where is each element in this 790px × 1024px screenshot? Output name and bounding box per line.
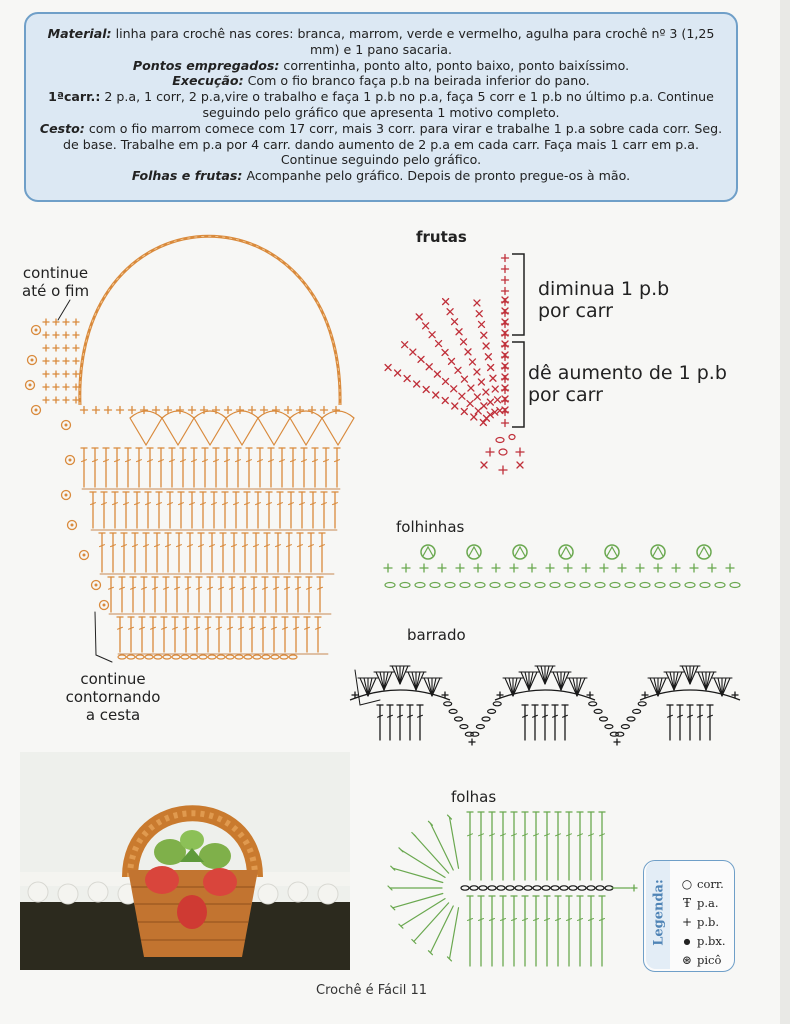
folhinhas-chain — [505, 583, 515, 588]
barrado-chain — [605, 725, 613, 729]
folhinhas-chain — [610, 583, 620, 588]
legend-title-bar — [646, 861, 670, 969]
basket-lace — [226, 418, 242, 445]
barrado-fan-spike — [650, 678, 658, 696]
folhinha-icon-detail — [515, 547, 525, 556]
barrado-fan-spike — [384, 672, 392, 690]
basket-picot-center — [95, 584, 98, 587]
folhas-chain — [533, 886, 541, 890]
basket-lace-arch — [290, 411, 322, 418]
pa-icon: Ŧ — [682, 896, 691, 910]
barrado-fan-spike — [400, 666, 408, 684]
folhas-chain — [524, 886, 532, 890]
execucao-label: Execução: — [172, 73, 244, 89]
folhinhas-chain — [400, 583, 410, 588]
folhas-end-ray — [414, 834, 449, 873]
folhinha-icon-detail — [469, 547, 479, 556]
folhinhas-chain — [385, 583, 395, 588]
barrado-chain — [621, 725, 629, 729]
barrado-chain — [460, 725, 468, 729]
barrado-chain — [493, 702, 501, 706]
folhas-end-ray — [449, 908, 458, 959]
barrado-chain — [600, 717, 608, 721]
barrado-arch — [495, 690, 595, 700]
basket-chain — [172, 655, 180, 659]
barrado-edge — [355, 670, 360, 705]
barrado-chain — [638, 702, 646, 706]
folhas-end-ray — [393, 894, 443, 908]
barrado-fan-spike — [561, 672, 569, 690]
pico-icon: ⊛ — [681, 953, 693, 967]
barrado-fan-spike — [690, 666, 698, 684]
folhas-chain — [596, 886, 604, 890]
continue-fim-label — [22, 264, 89, 300]
basket-handle — [80, 236, 340, 405]
barrado-fan-spike — [722, 678, 730, 696]
folhinhas-chain — [415, 583, 425, 588]
diminua-label — [538, 278, 669, 322]
basket-picot-center — [65, 424, 68, 427]
basket-picot-center — [65, 494, 68, 497]
barrado-chain — [476, 725, 484, 729]
contornando-line-3: a cesta — [85, 706, 141, 724]
folhinhas-chain — [595, 583, 605, 588]
barrado-fan-spike — [432, 678, 440, 696]
folhas-end-tip — [428, 821, 432, 825]
material-text: linha para crochê nas cores: branca, marrom, verde e vermelho, agulha para crochê nº 3 (1,25 mm) e 1 pano sacaria. — [115, 26, 715, 57]
basket-lace — [322, 418, 338, 445]
basket-lace — [338, 418, 354, 445]
folhas-end-ray — [401, 899, 445, 927]
diminua-line-2: por carr — [538, 300, 613, 322]
legend-item-pb — [680, 913, 726, 932]
basket-chain — [154, 655, 162, 659]
barrado-fan-spike — [392, 666, 400, 684]
basket-lace-arch — [226, 411, 258, 418]
folhas-chain — [515, 886, 523, 890]
barrado-fan-spike — [666, 672, 674, 690]
barrado-chain — [616, 732, 624, 736]
barrado-chain — [482, 717, 490, 721]
folhas-end-tip — [399, 848, 403, 852]
contornando-line-1: continue — [80, 670, 146, 688]
folhinhas-chain — [490, 583, 500, 588]
basket-chain — [271, 655, 279, 659]
legend-label-pb: p.b. — [697, 915, 720, 929]
basket-lace — [130, 418, 146, 445]
basket-lace — [146, 418, 162, 445]
diminua-bracket — [512, 254, 524, 335]
folhas-end-ray — [449, 817, 458, 868]
basket-lace-arch — [322, 411, 354, 418]
barrado-fan-spike — [505, 678, 513, 696]
pontos-text: correntinha, ponto alto, ponto baixo, ponto baixíssimo. — [283, 57, 630, 73]
folhinhas-chain — [565, 583, 575, 588]
barrado-chain — [488, 709, 496, 713]
execucao-text: Com o fio branco faça p.b na beirada inferior do pano. — [247, 73, 590, 89]
basket-lace — [210, 418, 226, 445]
basket-picot-center — [35, 409, 38, 412]
barrado-fan-spike — [376, 672, 384, 690]
fruit-chain — [496, 438, 504, 443]
basket-chain — [208, 655, 216, 659]
basket-chain — [262, 655, 270, 659]
pointer-arrow — [58, 300, 70, 320]
folhas-title: folhas — [451, 788, 497, 806]
basket-chain — [181, 655, 189, 659]
barrado-chain — [444, 702, 452, 706]
material-label: Material: — [47, 26, 112, 41]
basket-handle-detail — [80, 236, 340, 405]
barrado-fan-spike — [682, 666, 690, 684]
folhinha-icon-detail — [607, 547, 617, 556]
folhas-end-ray — [401, 850, 445, 878]
fruit-chain — [509, 435, 515, 440]
legend-items — [680, 875, 726, 970]
folhas-end-tip — [428, 951, 432, 955]
basket-chain — [244, 655, 252, 659]
folhinhas-title: folhinhas — [396, 518, 465, 536]
carr-label: 1ªcarr.: — [48, 89, 101, 105]
fruit-base-chain — [499, 449, 507, 455]
pontos-label: Pontos empregados: — [132, 57, 280, 73]
page-footer: Crochê é Fácil 11 — [316, 983, 428, 998]
pointer-arrow — [95, 612, 96, 655]
legend-item-pa — [680, 894, 726, 913]
basket-lace-arch — [258, 411, 290, 418]
basket-lace — [290, 418, 306, 445]
barrado-edge — [360, 700, 380, 705]
folhinha-icon-detail — [423, 547, 433, 556]
basket-chain — [199, 655, 207, 659]
basket-chain — [190, 655, 198, 659]
basket-picot-center — [83, 554, 86, 557]
barrado-arch — [350, 690, 450, 700]
folhinhas-chain — [685, 583, 695, 588]
basket-chain — [253, 655, 261, 659]
folhinhas-chain — [460, 583, 470, 588]
basket-chain — [235, 655, 243, 659]
aumento-line-1: dê aumento de 1 p.b — [528, 362, 727, 384]
barrado-title: barrado — [407, 626, 466, 644]
folhinhas-chain — [700, 583, 710, 588]
barrado-fan-spike — [529, 672, 537, 690]
barrado-fan-spike — [553, 672, 561, 690]
basket-lace — [242, 418, 258, 445]
basket-chain — [280, 655, 288, 659]
basket-lace — [194, 418, 210, 445]
aumento-label — [528, 362, 727, 406]
folhas-chain — [488, 886, 496, 890]
folhinhas-chain — [520, 583, 530, 588]
barrado-fan-spike — [706, 672, 714, 690]
folhinhas-chain — [535, 583, 545, 588]
folhas-chain — [479, 886, 487, 890]
folhinhas-chain — [715, 583, 725, 588]
basket-picot-center — [71, 524, 74, 527]
folhas-chain — [551, 886, 559, 890]
folhas-label: Folhas e frutas: — [131, 168, 243, 184]
folhinha-icon-detail — [699, 547, 709, 556]
basket-picot-center — [103, 604, 106, 607]
cesto-text: com o fio marrom comece com 17 corr, mais 3 corr. para virar e trabalhe 1 p.a sobre cada corr. Seg. de base. Trabalhe em p.a por 4 carr. dando aumento de 2 p.a em cada carr. Faça mais 1 carr em p.a. Continue seguindo pelo gráfico. — [63, 120, 723, 168]
carr-text: 2 p.a, 1 corr, 2 p.a,vire o trabalho e faça 1 p.b no p.a, faça 5 corr e 1 p.b no último p.a. Continue seguindo pelo gráfico que apresenta 1 motivo completo. — [104, 89, 714, 120]
folhas-chain — [569, 886, 577, 890]
basket-chain — [163, 655, 171, 659]
folhinhas-chain — [475, 583, 485, 588]
folhas-chain — [560, 886, 568, 890]
basket-chain — [118, 655, 126, 659]
continue-fim-line-2: até o fim — [22, 282, 90, 300]
barrado-chain — [627, 717, 635, 721]
basket-lace — [258, 418, 274, 445]
folhinhas-chain — [550, 583, 560, 588]
barrado-chain — [594, 709, 602, 713]
barrado-fan-spike — [674, 672, 682, 690]
folhas-chain — [578, 886, 586, 890]
legend-item-pico — [680, 951, 726, 970]
folhinhas-chain — [640, 583, 650, 588]
pointer-arrow — [96, 655, 112, 662]
diminua-line-1: diminua 1 p.b — [538, 278, 670, 300]
aumento-bracket — [512, 342, 524, 427]
barrado-chain — [455, 717, 463, 721]
basket-chain — [145, 655, 153, 659]
barrado-fan-spike — [408, 672, 416, 690]
folhas-end-ray — [414, 903, 449, 942]
continue-fim-line-1: continue — [22, 264, 89, 282]
basket-chain — [136, 655, 144, 659]
barrado-chain — [589, 702, 597, 706]
basket-chain — [217, 655, 225, 659]
folhas-chain — [461, 886, 469, 890]
barrado-fan-spike — [537, 666, 545, 684]
folhinhas-chain — [625, 583, 635, 588]
basket-lace — [306, 418, 322, 445]
folhas-chain — [542, 886, 550, 890]
barrado-fan-spike — [360, 678, 368, 696]
basket-lace — [274, 418, 290, 445]
folhas-end-ray — [430, 906, 453, 953]
barrado-chain — [471, 732, 479, 736]
folhinha-icon-detail — [561, 547, 571, 556]
contornando-line-2: contornando — [65, 688, 161, 706]
barrado-fan-spike — [416, 672, 424, 690]
basket-lace — [162, 418, 178, 445]
folhinhas-chain — [730, 583, 740, 588]
folhinhas-chain — [580, 583, 590, 588]
folhinha-icon-detail — [653, 547, 663, 556]
folhas-end-tip — [412, 832, 416, 836]
barrado-chain — [449, 709, 457, 713]
legend — [643, 860, 735, 972]
cesto-label: Cesto: — [39, 120, 85, 136]
basket-chain — [127, 655, 135, 659]
folhas-end-ray — [393, 868, 443, 882]
folhas-chain — [470, 886, 478, 890]
basket-lace-arch — [130, 411, 162, 418]
folhinhas-chain — [430, 583, 440, 588]
basket-lace-arch — [194, 411, 226, 418]
folhas-text: Acompanhe pelo gráfico. Depois de pronto pregue-os à mão. — [246, 168, 631, 184]
barrado-fan-spike — [698, 672, 706, 690]
folhinhas-chain — [445, 583, 455, 588]
folhinhas-chain — [670, 583, 680, 588]
pbx-icon: ● — [683, 937, 691, 946]
photo-illustration — [20, 752, 350, 970]
folhas-end-ray — [430, 823, 453, 870]
folhinhas-chain — [655, 583, 665, 588]
corr-icon: ○ — [681, 877, 693, 891]
folhas-chain — [506, 886, 514, 890]
basket-chain — [289, 655, 297, 659]
continue-contornando-label — [58, 670, 168, 724]
barrado-arch — [640, 690, 740, 700]
legend-label-pbx: p.bx. — [697, 934, 726, 948]
aumento-line-2: por carr — [528, 384, 603, 406]
basket-picot-center — [29, 384, 32, 387]
folhas-chain — [497, 886, 505, 890]
folhas-chain — [587, 886, 595, 890]
basket-picot-center — [69, 459, 72, 462]
basket-picot-center — [31, 359, 34, 362]
legend-label-corr: corr. — [697, 877, 724, 891]
legend-title: Legenda: — [651, 879, 667, 946]
basket-chain — [226, 655, 234, 659]
legend-item-pbx — [680, 932, 726, 951]
frutas-title: frutas — [416, 228, 467, 246]
finished-basket-photo — [20, 752, 350, 970]
barrado-fan-spike — [577, 678, 585, 696]
barrado-fan-spike — [545, 666, 553, 684]
legend-label-pa: p.a. — [697, 896, 719, 910]
basket-lace — [178, 418, 194, 445]
barrado-fan-spike — [521, 672, 529, 690]
basket-picot-center — [35, 329, 38, 332]
basket-lace-arch — [162, 411, 194, 418]
pb-icon: + — [681, 915, 693, 929]
legend-item-corr — [680, 875, 726, 894]
legend-label-pico: picô — [697, 953, 722, 967]
barrado-chain — [633, 709, 641, 713]
